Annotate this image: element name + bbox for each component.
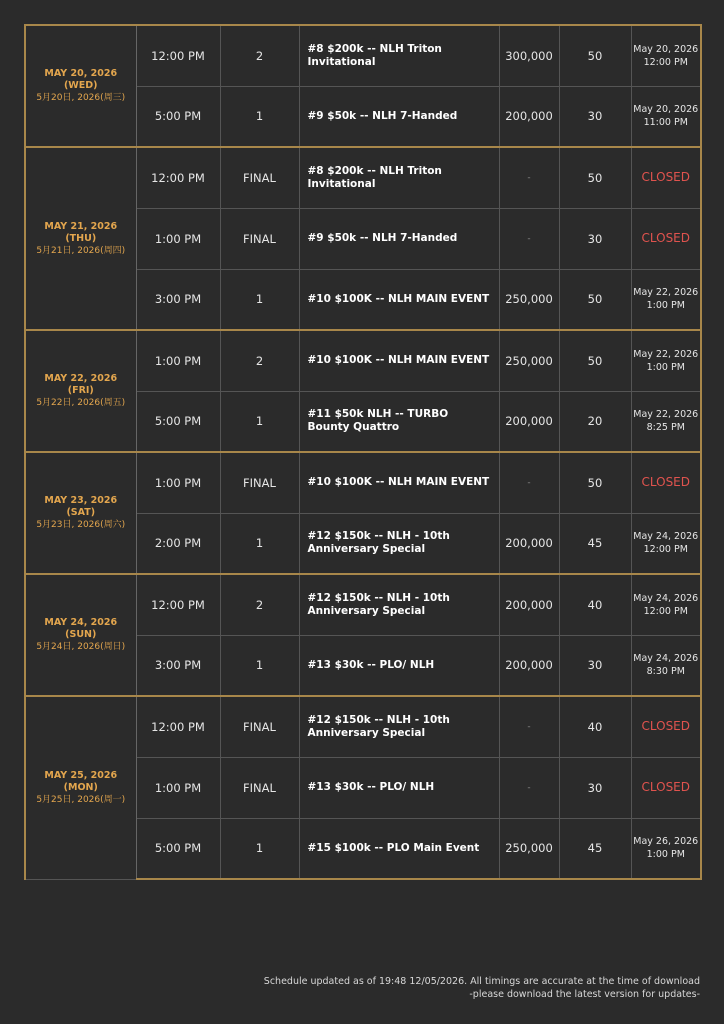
starting-chips: 200,000 xyxy=(499,86,559,147)
closed-label: CLOSED xyxy=(641,719,691,734)
level-duration: 40 xyxy=(559,574,631,635)
registration-status xyxy=(631,86,701,147)
late-reg-time: 12:00 PM xyxy=(643,544,688,556)
starting-chips: 200,000 xyxy=(499,574,559,635)
starting-chips: - xyxy=(499,452,559,513)
registration-status xyxy=(631,513,701,574)
start-time: 3:00 PM xyxy=(136,635,220,696)
schedule-row xyxy=(25,574,701,635)
start-time: 1:00 PM xyxy=(136,452,220,513)
level-duration: 30 xyxy=(559,86,631,147)
level-duration: 20 xyxy=(559,391,631,452)
closed-label: CLOSED xyxy=(641,170,691,185)
registration-status xyxy=(631,635,701,696)
starting-chips: - xyxy=(499,757,559,818)
late-reg-date: May 22, 2026 xyxy=(633,287,699,299)
registration-status xyxy=(631,330,701,391)
starting-chips: 300,000 xyxy=(499,25,559,86)
event-name: #11 $50k NLH -- TURBO Bounty Quattro xyxy=(299,391,499,452)
registration-status xyxy=(631,391,701,452)
date-label-cn: 5月21日, 2026(周四) xyxy=(36,245,126,256)
starting-chips: 250,000 xyxy=(499,269,559,330)
starting-chips: 200,000 xyxy=(499,513,559,574)
event-name: #9 $50k -- NLH 7-Handed xyxy=(299,208,499,269)
day-number: 1 xyxy=(220,86,299,147)
footer-line-2: -please download the latest version for updates- xyxy=(469,988,700,1000)
start-time: 12:00 PM xyxy=(136,696,220,757)
event-name: #10 $100K -- NLH MAIN EVENT xyxy=(299,330,499,391)
registration-status xyxy=(631,452,701,513)
day-number: FINAL xyxy=(220,452,299,513)
level-duration: 40 xyxy=(559,696,631,757)
day-number: 1 xyxy=(220,391,299,452)
event-name: #13 $30k -- PLO/ NLH xyxy=(299,757,499,818)
date-label-cn: 5月22日, 2026(周五) xyxy=(36,398,126,408)
late-reg-time: 8:25 PM xyxy=(646,422,685,434)
date-label-en: MAY 24, 2026 (SUN) xyxy=(44,617,118,640)
start-time: 3:00 PM xyxy=(136,269,220,330)
date-label-en: MAY 21, 2026 (THU) xyxy=(44,220,118,244)
schedule-row xyxy=(25,452,701,513)
starting-chips: - xyxy=(499,208,559,269)
start-time: 1:00 PM xyxy=(136,330,220,391)
start-time: 5:00 PM xyxy=(136,818,220,879)
late-reg-date: May 20, 2026 xyxy=(633,104,699,116)
start-time: 2:00 PM xyxy=(136,513,220,574)
date-label-cn: 5月23日, 2026(周六) xyxy=(36,520,126,530)
starting-chips: 250,000 xyxy=(499,330,559,391)
date-label-cn: 5月20日, 2026(周三) xyxy=(36,93,126,103)
event-name: #12 $150k -- NLH - 10th Anniversary Special xyxy=(299,696,499,757)
closed-label: CLOSED xyxy=(641,231,691,245)
start-time: 5:00 PM xyxy=(136,391,220,452)
late-reg-time: 12:00 PM xyxy=(643,605,688,617)
level-duration: 50 xyxy=(559,147,631,208)
date-label-cn: 5月24日, 2026(周日) xyxy=(36,642,126,652)
late-reg-time: 1:00 PM xyxy=(646,300,685,312)
starting-chips: - xyxy=(499,147,559,208)
starting-chips: 200,000 xyxy=(499,391,559,452)
schedule-table xyxy=(24,24,702,880)
date-cell xyxy=(25,696,136,879)
starting-chips: 200,000 xyxy=(499,635,559,696)
closed-label: CLOSED xyxy=(641,780,691,794)
day-number: 1 xyxy=(220,635,299,696)
registration-status xyxy=(631,147,701,208)
day-number: 2 xyxy=(220,574,299,635)
late-reg-date: May 26, 2026 xyxy=(633,836,699,848)
date-label-cn: 5月25日, 2026(周一) xyxy=(36,794,126,805)
level-duration: 45 xyxy=(559,818,631,879)
date-cell xyxy=(25,147,136,330)
starting-chips: 250,000 xyxy=(499,818,559,879)
registration-status xyxy=(631,25,701,86)
late-reg-time: 8:30 PM xyxy=(646,666,685,678)
day-number: 1 xyxy=(220,818,299,879)
event-name: #8 $200k -- NLH Triton Invitational xyxy=(299,25,499,86)
event-name: #12 $150k -- NLH - 10th Anniversary Special xyxy=(299,513,499,574)
late-reg-date: May 24, 2026 xyxy=(633,653,699,665)
event-name: #10 $100K -- NLH MAIN EVENT xyxy=(299,269,499,330)
level-duration: 30 xyxy=(559,757,631,818)
footer-note xyxy=(264,976,700,1001)
level-duration: 50 xyxy=(559,25,631,86)
date-label-en: MAY 22, 2026 (FRI) xyxy=(44,373,118,396)
late-reg-time: 12:00 PM xyxy=(643,56,688,68)
starting-chips: - xyxy=(499,696,559,757)
late-reg-time: 11:00 PM xyxy=(643,117,688,129)
date-cell xyxy=(25,25,136,147)
schedule-row xyxy=(25,330,701,391)
registration-status xyxy=(631,818,701,879)
level-duration: 50 xyxy=(559,452,631,513)
late-reg-date: May 20, 2026 xyxy=(633,43,699,55)
event-name: #15 $100k -- PLO Main Event xyxy=(299,818,499,879)
late-reg-time: 1:00 PM xyxy=(646,361,685,373)
closed-label: CLOSED xyxy=(641,475,691,490)
date-cell xyxy=(25,574,136,696)
schedule-row xyxy=(25,25,701,86)
event-name: #8 $200k -- NLH Triton Invitational xyxy=(299,147,499,208)
registration-status xyxy=(631,208,701,269)
date-cell xyxy=(25,330,136,452)
start-time: 5:00 PM xyxy=(136,86,220,147)
date-label-en: MAY 25, 2026 (MON) xyxy=(44,769,118,793)
date-cell xyxy=(25,452,136,574)
level-duration: 30 xyxy=(559,208,631,269)
day-number: FINAL xyxy=(220,208,299,269)
level-duration: 50 xyxy=(559,330,631,391)
registration-status xyxy=(631,696,701,757)
day-number: 1 xyxy=(220,269,299,330)
start-time: 12:00 PM xyxy=(136,574,220,635)
start-time: 12:00 PM xyxy=(136,25,220,86)
day-number: 1 xyxy=(220,513,299,574)
start-time: 1:00 PM xyxy=(136,208,220,269)
day-number: FINAL xyxy=(220,757,299,818)
day-number: FINAL xyxy=(220,696,299,757)
date-label-en: MAY 20, 2026 (WED) xyxy=(44,68,118,91)
registration-status xyxy=(631,269,701,330)
start-time: 1:00 PM xyxy=(136,757,220,818)
schedule-row xyxy=(25,696,701,757)
schedule-row xyxy=(25,147,701,208)
level-duration: 50 xyxy=(559,269,631,330)
start-time: 12:00 PM xyxy=(136,147,220,208)
registration-status xyxy=(631,574,701,635)
late-reg-date: May 24, 2026 xyxy=(633,531,699,543)
event-name: #9 $50k -- NLH 7-Handed xyxy=(299,86,499,147)
registration-status xyxy=(631,757,701,818)
late-reg-date: May 22, 2026 xyxy=(633,348,699,360)
day-number: 2 xyxy=(220,25,299,86)
footer-line-1: Schedule updated as of 19:48 12/05/2026. All timings are accurate at the time of download xyxy=(263,976,700,987)
event-name: #10 $100K -- NLH MAIN EVENT xyxy=(299,452,499,513)
event-name: #12 $150k -- NLH - 10th Anniversary Special xyxy=(299,574,499,635)
level-duration: 45 xyxy=(559,513,631,574)
day-number: 2 xyxy=(220,330,299,391)
level-duration: 30 xyxy=(559,635,631,696)
late-reg-date: May 24, 2026 xyxy=(633,592,699,604)
date-label-en: MAY 23, 2026 (SAT) xyxy=(44,495,118,518)
late-reg-time: 1:00 PM xyxy=(646,849,685,861)
event-name: #13 $30k -- PLO/ NLH xyxy=(299,635,499,696)
day-number: FINAL xyxy=(220,147,299,208)
late-reg-date: May 22, 2026 xyxy=(633,409,699,421)
